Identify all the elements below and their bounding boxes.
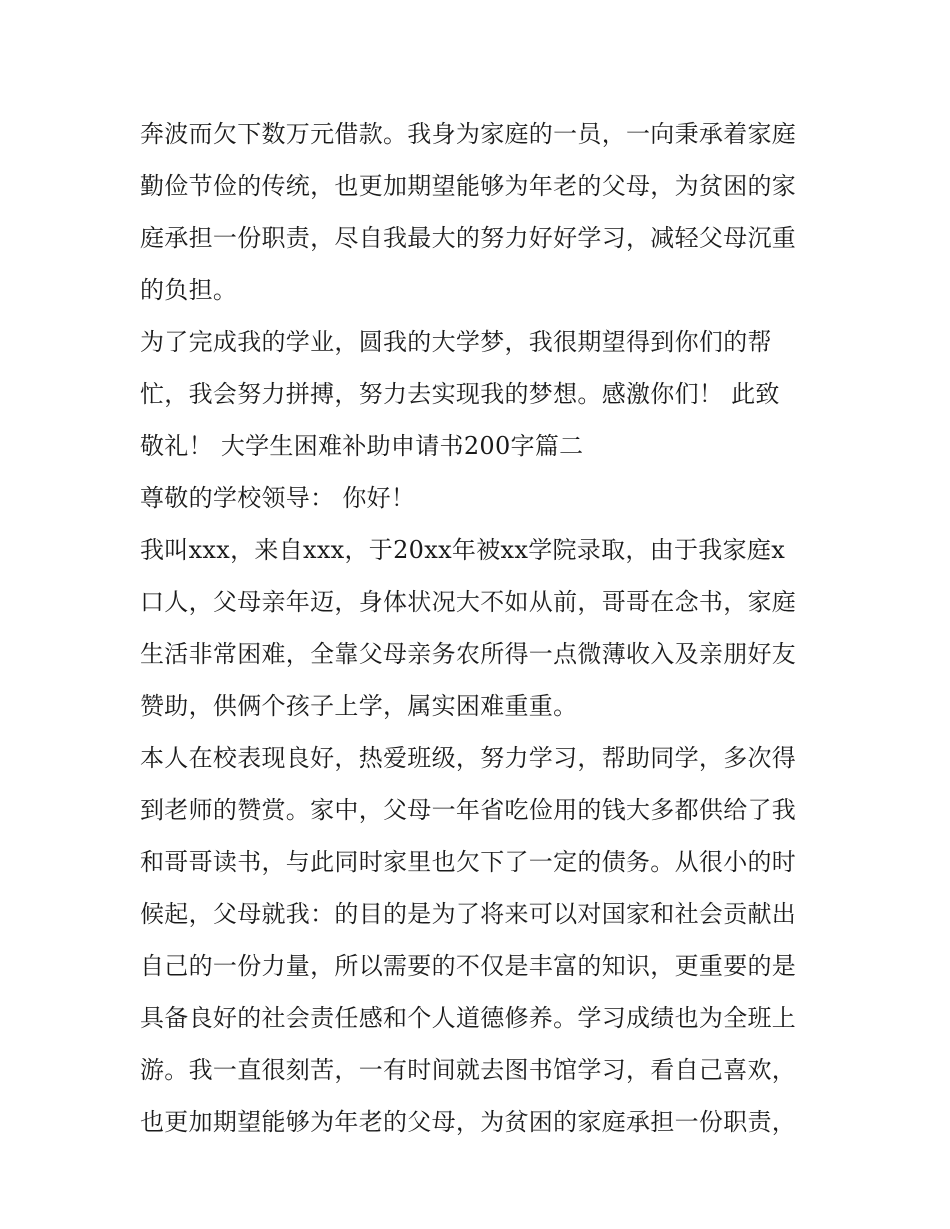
text-line: 游。我一直很刻苦，一有时间就去图书馆学习，看自己喜欢， (140, 1056, 797, 1084)
text-line: 的负担。 (140, 276, 238, 304)
text-line: 到老师的赞赏。家中，父母一年省吃俭用的钱大多都供给了我 (140, 796, 797, 824)
text-line: 口人，父母亲年迈，身体状况大不如从前，哥哥在念书，家庭 (140, 588, 797, 616)
document-body (140, 108, 820, 1148)
text-line: 为了完成我的学业，圆我的大学梦，我很期望得到你们的帮 (140, 328, 772, 356)
text-line: 奔波而欠下数万元借款。我身为家庭的一员，一向秉承着家庭 (140, 120, 797, 148)
text-line: 自己的一份力量，所以需要的不仅是丰富的知识，更重要的是 (140, 952, 797, 980)
text-line: 生活非常困难，全靠父母亲务农所得一点微薄收入及亲朋好友 (140, 640, 797, 668)
text-line: 候起，父母就我：的目的是为了将来可以对国家和社会贡献出 (140, 900, 797, 928)
text-line: 我叫xxx，来自xxx，于20xx年被xx学院录取，由于我家庭x (140, 536, 786, 564)
text-line: 也更加期望能够为年老的父母，为贫困的家庭承担一份职责， (140, 1108, 797, 1136)
text-line: 敬礼！ 大学生困难补助申请书200字篇二 (140, 432, 584, 460)
text-line: 勤俭节俭的传统，也更加期望能够为年老的父母，为贫困的家 (140, 172, 797, 200)
text-line: 尊敬的学校领导： 你好！ (140, 484, 416, 512)
text-line: 赞助，供俩个孩子上学，属实困难重重。 (140, 692, 578, 720)
text-line: 庭承担一份职责，尽自我最大的努力好好学习，减轻父母沉重 (140, 224, 797, 252)
text-line: 具备良好的社会责任感和个人道德修养。学习成绩也为全班上 (140, 1004, 797, 1032)
text-line: 本人在校表现良好，热爱班级，努力学习，帮助同学，多次得 (140, 744, 797, 772)
text-line: 和哥哥读书，与此同时家里也欠下了一定的债务。从很小的时 (140, 848, 797, 876)
text-line: 忙，我会努力拼搏，努力去实现我的梦想。感激你们！ 此致 (140, 380, 780, 408)
